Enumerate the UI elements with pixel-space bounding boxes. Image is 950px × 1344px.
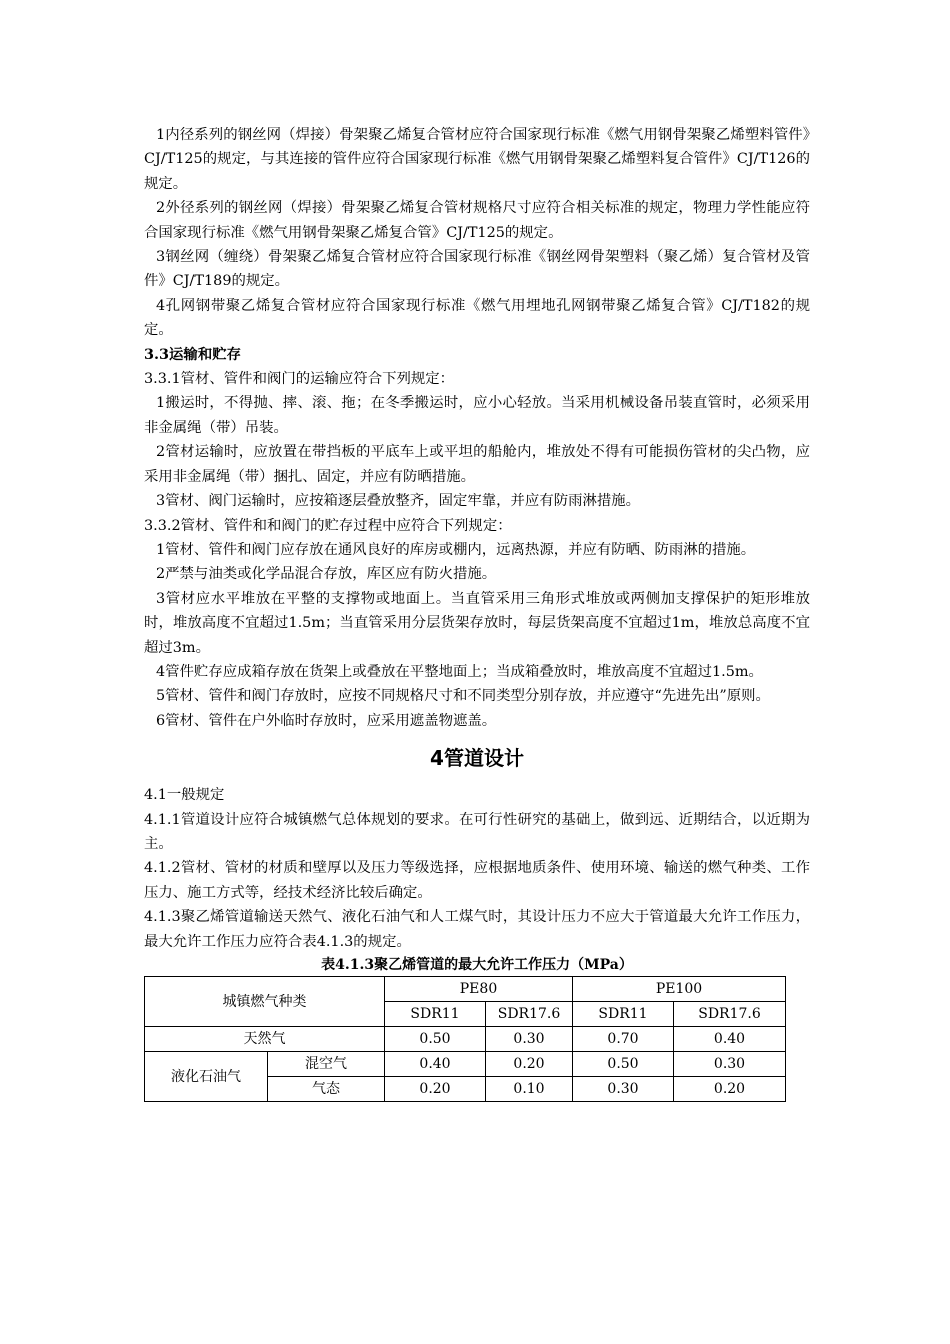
table-cell: 0.30 bbox=[486, 1027, 573, 1052]
table-cell: 0.10 bbox=[486, 1077, 573, 1102]
chapter-title: 4管道设计 bbox=[430, 746, 524, 771]
row-group-label: 液化石油气 bbox=[145, 1052, 268, 1102]
clause-item: 5管材、管件和阀门存放时，应按不同规格尺寸和不同类型分别存放，并应遵守“先进先出”原则。 bbox=[156, 688, 770, 705]
clause-item: 1搬运时，不得抛、摔、滚、拖；在冬季搬运时，应小心轻放。当采用机械设备吊装直管时，必须采用非金属绳（带）吊装。 bbox=[144, 395, 810, 436]
header-sdr: SDR11 bbox=[385, 1002, 486, 1027]
pressure-table bbox=[144, 976, 786, 1102]
table-cell: 0.50 bbox=[385, 1027, 486, 1052]
row-label: 天然气 bbox=[145, 1027, 385, 1052]
clause: 4.1.3聚乙烯管道输送天然气、液化石油气和人工煤气时，其设计压力不应大于管道最大允许工作压力，最大允许工作压力应符合表4.1.3的规定。 bbox=[144, 909, 810, 950]
table-row bbox=[145, 1027, 786, 1052]
clause-item: 2严禁与油类或化学品混合存放，库区应有防火措施。 bbox=[156, 566, 497, 583]
table-cell: 0.20 bbox=[486, 1052, 573, 1077]
table-cell: 0.30 bbox=[674, 1052, 786, 1077]
paragraph: 2外径系列的钢丝网（焊接）骨架聚乙烯复合管材规格尺寸应符合相关标准的规定，物理力学性能应符合国家现行标准《燃气用钢骨架聚乙烯复合管》CJ/T125的规定。 bbox=[144, 200, 810, 241]
section-heading: 4.1一般规定 bbox=[144, 787, 225, 804]
clause: 3.3.2管材、管件和和阀门的贮存过程中应符合下列规定： bbox=[144, 517, 512, 534]
header-pe100: PE100 bbox=[573, 977, 786, 1002]
clause-item: 4管件贮存应成箱存放在货架上或叠放在平整地面上；当成箱叠放时，堆放高度不宜超过1.5m。 bbox=[156, 663, 763, 680]
clause: 4.1.2管材、管材的材质和壁厚以及压力等级选择，应根据地质条件、使用环境、输送的燃气种类、工作压力、施工方式等，经技术经济比较后确定。 bbox=[144, 860, 810, 901]
header-sdr: SDR11 bbox=[573, 1002, 674, 1027]
table-cell: 0.30 bbox=[573, 1077, 674, 1102]
table-cell: 0.20 bbox=[674, 1077, 786, 1102]
document-page bbox=[144, 123, 810, 1102]
header-pe80: PE80 bbox=[385, 977, 573, 1002]
table-cell: 0.40 bbox=[674, 1027, 786, 1052]
paragraph: 4孔网钢带聚乙烯复合管材应符合国家现行标准《燃气用埋地孔网钢带聚乙烯复合管》CJ/T182的规定。 bbox=[144, 297, 810, 339]
table-header-row bbox=[145, 977, 786, 1002]
table-caption: 表4.1.3聚乙烯管道的最大允许工作压力（MPa） bbox=[321, 957, 633, 973]
paragraph: 1内径系列的钢丝网（焊接）骨架聚乙烯复合管材应符合国家现行标准《燃气用钢骨架聚乙烯塑料管件》CJ/T125的规定，与其连接的管件应符合国家现行标准《燃气用钢骨架聚乙烯塑料复合管件》CJ/T126的规定。 bbox=[144, 127, 810, 192]
clause-item: 1管材、管件和阀门应存放在通风良好的库房或棚内，远离热源，并应有防晒、防雨淋的措施。 bbox=[156, 541, 756, 558]
clause-item: 2管材运输时，应放置在带挡板的平底车上或平坦的船舱内，堆放处不得有可能损伤管材的尖凸物，应采用非金属绳（带）捆扎、固定，并应有防晒措施。 bbox=[144, 444, 810, 485]
paragraph: 3钢丝网（缠绕）骨架聚乙烯复合管材应符合国家现行标准《钢丝网骨架塑料（聚乙烯）复合管材及管件》CJ/T189的规定。 bbox=[144, 249, 810, 290]
table-row bbox=[145, 1052, 786, 1077]
table-cell: 0.70 bbox=[573, 1027, 674, 1052]
clause-item: 6管材、管件在户外临时存放时，应采用遮盖物遮盖。 bbox=[156, 712, 497, 729]
header-sdr: SDR17.6 bbox=[674, 1002, 786, 1027]
table-cell: 0.50 bbox=[573, 1052, 674, 1077]
clause: 3.3.1管材、管件和阀门的运输应符合下列规定： bbox=[144, 371, 455, 388]
table-cell: 0.20 bbox=[385, 1077, 486, 1102]
row-label: 混空气 bbox=[268, 1052, 385, 1077]
table-cell: 0.40 bbox=[385, 1052, 486, 1077]
clause-item: 3管材应水平堆放在平整的支撑物或地面上。当直管采用三角形式堆放或两侧加支撑保护的矩形堆放时，堆放高度不宜超过1.5m；当直管采用分层货架存放时，每层货架高度不宜超过1m，堆放总高度不宜超过3m。 bbox=[144, 590, 810, 656]
header-sdr: SDR17.6 bbox=[486, 1002, 573, 1027]
header-gas-type: 城镇燃气种类 bbox=[145, 977, 385, 1027]
clause-item: 3管材、阀门运输时，应按箱逐层叠放整齐，固定牢靠，并应有防雨淋措施。 bbox=[156, 493, 641, 510]
clause: 4.1.1管道设计应符合城镇燃气总体规划的要求。在可行性研究的基础上，做到远、近期结合，以近期为主。 bbox=[144, 811, 810, 852]
row-label: 气态 bbox=[268, 1077, 385, 1102]
section-heading: 3.3运输和贮存 bbox=[144, 345, 241, 363]
